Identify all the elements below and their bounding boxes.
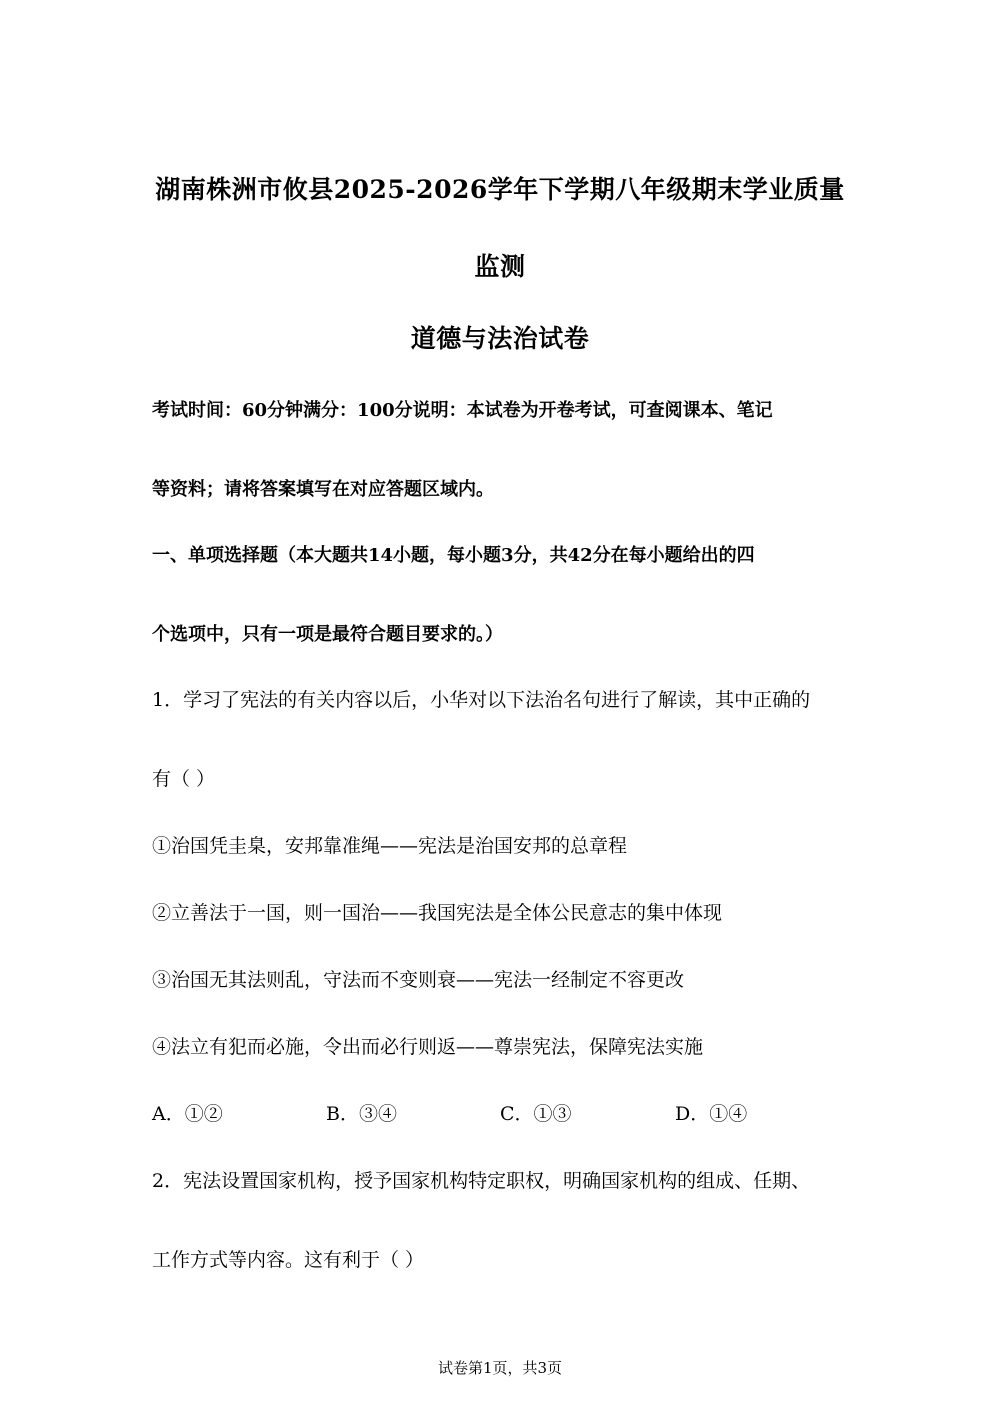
question-1-stem-line1: 1．学习了宪法的有关内容以后，小华对以下法治名句进行了解读，其中正确的: [152, 689, 811, 711]
question-1-option-d: D．①④: [675, 1103, 748, 1125]
section-heading-line2: 个选项中，只有一项是最符合题目要求的。）: [152, 624, 503, 645]
page-footer: 试卷第1页，共3页: [437, 1359, 563, 1377]
question-1-stem-line2: 有（ ）: [152, 768, 216, 790]
question-1-option-b: B．③④: [326, 1103, 397, 1125]
question-1-statement-1: ①治国凭圭臬，安邦靠准绳——宪法是治国安邦的总章程: [152, 835, 628, 857]
question-1-statement-2: ②立善法于一国，则一国治——我国宪法是全体公民意志的集中体现: [152, 902, 723, 924]
section-heading-line1: 一、单项选择题（本大题共14小题，每小题3分，共42分在每小题给出的四: [152, 545, 755, 566]
question-1-statement-3: ③治国无其法则乱，守法而不变则衰——宪法一经制定不容更改: [152, 969, 685, 991]
exam-subtitle: 道德与法治试卷: [410, 324, 590, 353]
exam-title-line1: 湖南株洲市攸县2025-2026学年下学期八年级期末学业质量: [155, 175, 845, 204]
question-1-option-c: C．①③: [500, 1103, 572, 1125]
question-1-option-a: A．①②: [152, 1103, 223, 1125]
exam-title-line2: 监测: [474, 252, 526, 281]
question-2-stem-line1: 2．宪法设置国家机构，授予国家机构特定职权，明确国家机构的组成、任期、: [152, 1170, 811, 1192]
question-1-statement-4: ④法立有犯而必施，令出而必行则返——尊崇宪法，保障宪法实施: [152, 1036, 704, 1058]
question-2-stem-line2: 工作方式等内容。这有利于（ ）: [152, 1249, 425, 1271]
exam-info-line1: 考试时间：60分钟满分：100分说明：本试卷为开卷考试，可查阅课本、笔记: [152, 400, 773, 421]
exam-info-line2: 等资料；请将答案填写在对应答题区域内。: [152, 479, 494, 500]
